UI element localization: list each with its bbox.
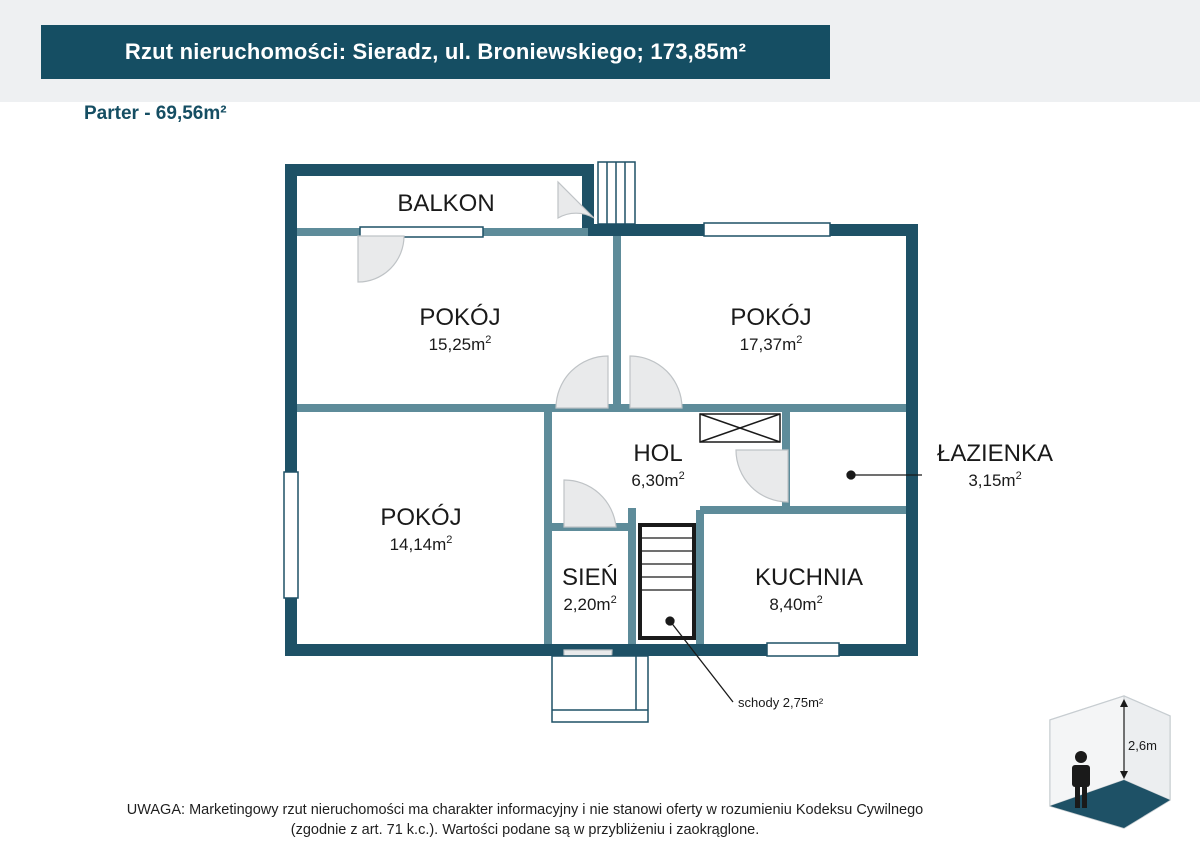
room-lazienka-name: ŁAZIENKA [936,440,1054,467]
disclaimer-line-2: (zgodnie z art. 71 k.c.). Wartości podane są w przybliżeniu i zaokrąglone. [290,822,760,838]
door-room-left [556,356,608,408]
entrance-step-block [552,656,648,722]
door-balcony-room [358,236,404,282]
floor-label: Parter - 69,56m² [84,103,227,124]
window-kitchen [767,643,839,656]
room-hol-area: $6,30m^2$ [631,470,685,490]
balcony-stairs [598,162,635,224]
height-cube-icon [1050,696,1170,828]
room-lazienka-area: $3,15m^2$ [968,470,1022,490]
vent-box [700,414,780,442]
stairs-label: schody 2,75m² [738,695,824,710]
page-title: Rzut nieruchomości: Sieradz, ul. Broniewskiego; 173,85m² [41,25,830,79]
room-pokoj-3-name: POKÓJ [380,504,462,531]
door-room-right [630,356,682,408]
room-balkon-name: BALKON [397,190,495,217]
disclaimer-line-1: UWAGA: Marketingowy rzut nieruchomości ma charakter informacyjny i nie stanowi oferty w rozumieniu Kodeksu Cywilnego [126,802,924,818]
door-bathroom [736,450,788,502]
room-pokoj-2-area: $17,37m^2$ [739,334,803,354]
room-sien-name: SIEŃ [561,564,619,591]
window-right-room [704,223,830,236]
entrance-steps [552,656,648,722]
room-labels [380,190,1053,710]
room-sien-area: $2,20m^2$ [563,594,617,614]
room-kuchnia-area: $8,40m^2$ [769,594,823,614]
room-pokoj-3-area: $14,14m^2$ [389,534,453,554]
room-hol-name: HOL [633,440,683,467]
window-left-room [284,472,298,598]
disclaimer-note [60,800,990,840]
room-pokoj-2-name: POKÓJ [730,304,812,331]
height-label: 2,6m [1128,738,1157,753]
room-kuchnia-name: KUCHNIA [754,564,864,591]
door-sien [564,480,616,527]
room-pokoj-1-name: POKÓJ [419,304,501,331]
room-pokoj-1-area: $15,25m^2$ [428,334,492,354]
